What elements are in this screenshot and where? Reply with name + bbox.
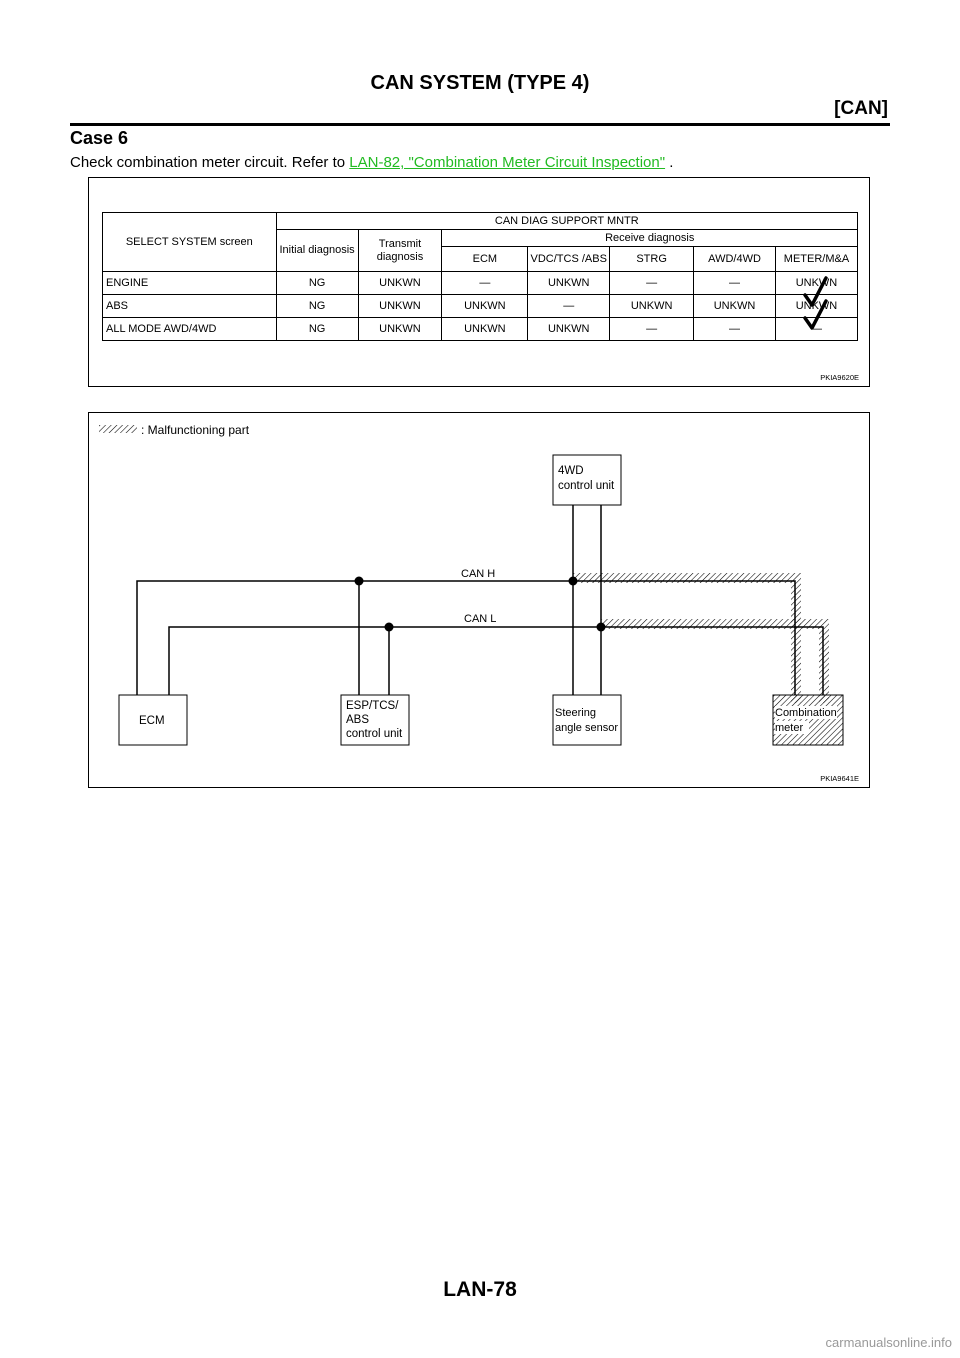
table-cell: UNKWN — [358, 295, 442, 318]
junction-dot — [569, 577, 578, 586]
col-awd: AWD/4WD — [694, 247, 776, 272]
header-rule — [70, 123, 890, 126]
can-l-label: CAN L — [464, 613, 497, 625]
esp-label-line3: control unit — [346, 728, 403, 740]
reference-link[interactable]: LAN-82, "Combination Meter Circuit Inspection" — [349, 154, 666, 171]
figure-code: PKIA9620E — [820, 373, 859, 382]
initial-diagnosis-header: Initial diagnosis — [276, 230, 358, 272]
steering-label-line2: angle sensor — [555, 722, 618, 734]
row-system: ABS — [103, 295, 277, 318]
check-icon — [805, 278, 826, 305]
transmit-diagnosis-header: Transmit diagnosis — [358, 230, 442, 272]
col-ecm: ECM — [442, 247, 528, 272]
table-cell: — — [528, 295, 610, 318]
steering-label-line1: Steering — [555, 707, 596, 719]
figure-code: PKIA9641E — [820, 774, 859, 783]
diagnosis-table-figure — [88, 177, 870, 387]
can-diag-support-header: CAN DIAG SUPPORT MNTR — [276, 213, 857, 230]
table-cell: UNKWN — [442, 318, 528, 341]
esp-label-line2: ABS — [346, 714, 370, 726]
col-vdc: VDC/TCS /ABS — [528, 247, 610, 272]
combination-meter — [773, 695, 843, 745]
table-cell: — — [694, 272, 776, 295]
table-cell: — — [610, 272, 694, 295]
check-icon — [805, 301, 826, 328]
row-system: ENGINE — [103, 272, 277, 295]
table-cell: UNKWN — [775, 272, 857, 295]
watermark: carmanualsonline.info — [825, 1335, 952, 1350]
table-cell: UNKWN — [610, 295, 694, 318]
table-cell: UNKWN — [358, 272, 442, 295]
select-system-header: SELECT SYSTEM screen — [103, 213, 277, 272]
esp-label-line1: ESP/TCS/ — [346, 700, 399, 712]
table-cell: UNKWN — [358, 318, 442, 341]
junction-dot — [597, 623, 606, 632]
table-cell: — — [775, 318, 857, 341]
table-cell: NG — [276, 272, 358, 295]
fourwd-label-line1: 4WD — [558, 465, 584, 477]
instruction-text: Check combination meter circuit. Refer to — [70, 154, 350, 171]
table-cell: UNKWN — [442, 295, 528, 318]
table-cell: NG — [276, 295, 358, 318]
table-cell: — — [442, 272, 528, 295]
can-l-line — [169, 627, 823, 695]
junction-dot — [385, 623, 394, 632]
table-cell: UNKWN — [775, 295, 857, 318]
malfunction-can-h-wire — [573, 573, 801, 703]
col-meter: METER/M&A — [775, 247, 857, 272]
fourwd-label-line2: control unit — [558, 480, 615, 492]
hatch-legend-icon — [99, 425, 137, 433]
checkmark-overlay — [89, 178, 869, 386]
circuit-diagram-figure — [88, 412, 870, 788]
table-cell: UNKWN — [528, 272, 610, 295]
case-instruction — [70, 154, 673, 171]
meter-label-line2: meter — [775, 722, 804, 734]
table-cell: — — [694, 318, 776, 341]
case-heading: Case 6 — [70, 128, 129, 148]
row-system: ALL MODE AWD/4WD — [103, 318, 277, 341]
meter-label-line1: Combination — [775, 707, 837, 719]
table-cell: UNKWN — [528, 318, 610, 341]
section-tag: [CAN] — [834, 98, 888, 119]
can-h-line — [137, 581, 795, 695]
steering-angle-sensor — [553, 695, 621, 745]
page-number: LAN-78 — [443, 1278, 517, 1301]
junction-dot — [355, 577, 364, 586]
col-strg: STRG — [610, 247, 694, 272]
legend-text: : Malfunctioning part — [141, 423, 250, 437]
can-circuit-diagram — [89, 413, 869, 787]
page-title: CAN SYSTEM (TYPE 4) — [370, 72, 590, 94]
table-cell: UNKWN — [694, 295, 776, 318]
table-cell: NG — [276, 318, 358, 341]
instruction-end: . — [665, 154, 674, 171]
ecm-label: ECM — [139, 715, 165, 727]
receive-diagnosis-header: Receive diagnosis — [442, 230, 858, 247]
can-h-label: CAN H — [461, 568, 496, 580]
table-cell: — — [610, 318, 694, 341]
